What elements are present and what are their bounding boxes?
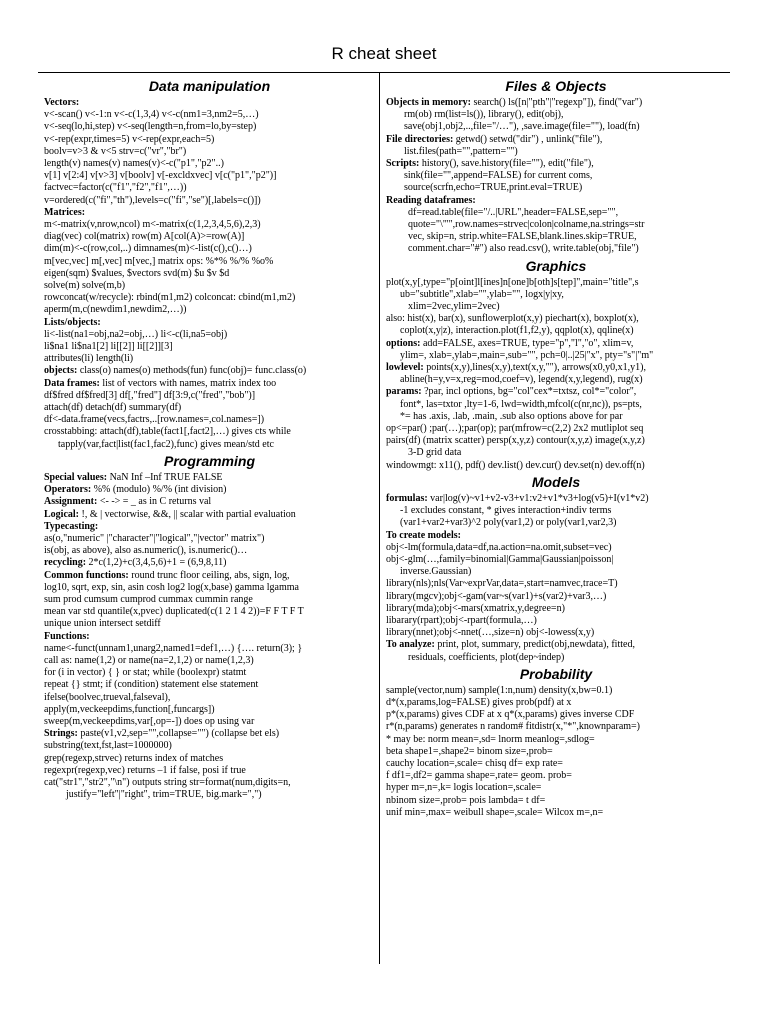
- code-line: [386, 460, 726, 472]
- code-line: [44, 655, 375, 667]
- line-text: ub="subtitle",xlab="",ylab="", logx|y|xy,: [400, 288, 564, 300]
- line-text: sink(file="",append=FALSE) for current coms,: [404, 170, 593, 182]
- code-line: [44, 643, 375, 655]
- code-line: [386, 746, 726, 758]
- line-label: options:: [386, 337, 421, 349]
- code-line: [386, 277, 726, 289]
- code-line: [386, 423, 726, 435]
- section-heading: Programming: [163, 452, 255, 469]
- line-text: <- -> = _ as in C returns val: [97, 496, 212, 508]
- line-text: ifelse(boolvec,trueval,falseval),: [44, 691, 171, 703]
- line-text: 2*c(1,2)+c(3,4,5,6)+1 = (6,9,8,11): [86, 557, 227, 569]
- code-line: [44, 243, 375, 255]
- code-line: [386, 325, 726, 337]
- line-text: solve(m) solve(m,b): [44, 280, 126, 292]
- code-line: [386, 709, 726, 721]
- code-line: [386, 627, 726, 639]
- line-text: v<-scan() v<-1:n v<-c(1,3,4) v<-c(nm1=3,nm2=5,…): [44, 109, 259, 121]
- line-text: unif min=,max= weibull shape=,scale= Wilcox m=,n=: [386, 806, 604, 818]
- code-line: [386, 685, 726, 697]
- line-text: regexpr(regexp,vec) returns –1 if false, posi if true: [44, 764, 246, 776]
- line-text: v<-rep(expr,times=5) v<-rep(expr,each=5): [44, 133, 215, 145]
- line-label: To create models:: [386, 529, 461, 541]
- line-text: paste(v1,v2,sep="",collapse="") (collapse bet els): [77, 728, 280, 740]
- line-label: File directories:: [386, 133, 454, 145]
- code-line: [44, 329, 375, 341]
- section-files-objects: [386, 78, 726, 256]
- code-line: [44, 378, 375, 390]
- code-line: [44, 753, 375, 765]
- line-text: also: hist(x), bar(x), sunflowerplot(x,y) piechart(x), boxplot(x),: [386, 313, 639, 325]
- code-line: [386, 530, 726, 542]
- section-probability: [386, 666, 726, 819]
- code-line: [386, 770, 726, 782]
- code-line: [386, 313, 726, 325]
- code-line: [44, 414, 375, 426]
- line-text: windowmgt: x11(), pdf() dev.list() dev.cur() dev.set(n) dev.off(n): [386, 459, 645, 471]
- code-line: [44, 728, 375, 740]
- code-line: [44, 667, 375, 679]
- code-line: [386, 289, 726, 301]
- line-text: NaN Inf –Inf TRUE FALSE: [107, 471, 223, 483]
- line-text: rowconcat(w/recycle): rbind(m1,m2) colconcat: cbind(m1,m2): [44, 292, 296, 304]
- code-line: [44, 606, 375, 618]
- code-line: [386, 505, 726, 517]
- line-text: library(mgcv);obj<-gam(var~s(var1)+s(var2)+var3,…): [386, 590, 607, 602]
- code-line: [386, 301, 726, 313]
- line-text: vec, skip=n, strip.white=FALSE,blank.lines.skip=TRUE,: [408, 231, 637, 243]
- line-text: print, plot, summary, predict(obj,newdata), fitted,: [434, 639, 635, 651]
- code-line: [44, 594, 375, 606]
- line-text: 3-D grid data: [408, 447, 462, 459]
- code-line: [44, 472, 375, 484]
- line-text: !, & | vectorwise, &&, || scalar with partial evaluation: [79, 508, 296, 520]
- page-title: R cheat sheet: [331, 44, 437, 63]
- code-line: [386, 121, 726, 133]
- code-line: [44, 789, 375, 801]
- line-text: quote="\"'",row.names=strvec|colon|colname,na.strings=str: [408, 219, 645, 231]
- right-column: [386, 76, 726, 819]
- code-line: [44, 280, 375, 292]
- line-text: log10, sqrt, exp, sin, asin cosh log2 log(x,base) gamma lgamma: [44, 581, 299, 593]
- line-text: libarary(rpart);obj<-rpart(formula,…): [386, 614, 537, 626]
- line-text: v=ordered(c("fi","th"),levels=c("fi","se")[,labels=c()]): [44, 194, 261, 206]
- line-text: diag(vec) col(matrix) row(m) A[col(A)>=row(A)]: [44, 231, 245, 243]
- line-label: objects:: [44, 365, 78, 377]
- line-text: residuals, coefficients, plot(dep~indep): [408, 651, 565, 663]
- line-text: sample(vector,num) sample(1:n,num) density(x,bw=0.1): [386, 684, 613, 696]
- code-line: [44, 618, 375, 630]
- line-text: m[vec,vec] m[,vec] m[vec,] matrix ops: %*% %/% %o%: [44, 255, 274, 267]
- line-label: Strings:: [44, 728, 78, 740]
- line-text: %% (modulo) %/% (int division): [91, 484, 227, 496]
- line-text: attributes(li) length(li): [44, 353, 134, 365]
- line-text: font*, las=txtor ,lty=1-6, lwd=width,mfcol(c(nr,nc)), ps=pts,: [400, 398, 642, 410]
- line-label: Objects in memory:: [386, 97, 471, 108]
- code-line: [386, 807, 726, 819]
- code-line: [386, 195, 726, 207]
- code-line: [386, 435, 726, 447]
- line-text: p*(x,params) gives CDF at x q*(x,params) gives inverse CDF: [386, 709, 635, 721]
- line-text: ?par, incl options, bg="col"cex*=txtsz, col*="color",: [421, 386, 637, 398]
- line-text: source(scrfn,echo=TRUE,print.eval=TRUE): [404, 182, 583, 194]
- line-text: aperm(m,c(newdim1,newdim2,…)): [44, 304, 187, 316]
- code-line: [44, 509, 375, 521]
- line-text: * may be: norm mean=,sd= lnorm meanlog=,sdlog=: [386, 733, 595, 745]
- code-line: [386, 350, 726, 362]
- code-line: [44, 679, 375, 691]
- code-line: [44, 97, 375, 109]
- line-label: Scripts:: [386, 158, 420, 170]
- line-text: f df1=,df2= gamma shape=,rate= geom. prob=: [386, 770, 572, 782]
- line-text: inverse.Gaussian): [400, 566, 472, 578]
- section-data-manipulation: [44, 78, 375, 451]
- section-heading: Data manipulation: [148, 78, 271, 94]
- line-label: Common functions:: [44, 569, 129, 581]
- line-label: Lists/objects:: [44, 316, 101, 328]
- code-line: [386, 782, 726, 794]
- line-label: params:: [386, 386, 422, 398]
- code-line: [386, 578, 726, 590]
- code-line: [386, 97, 726, 109]
- line-label: Vectors:: [44, 97, 80, 108]
- line-label: formulas:: [386, 492, 428, 504]
- code-line: [386, 386, 726, 398]
- line-text: plot(x,y[,type="p[oint]l[ines]n[one]b[oth]s[tep]",main="title",s: [386, 276, 639, 288]
- code-line: [386, 615, 726, 627]
- line-text: substring(text,fst,last=1000000): [44, 740, 172, 752]
- line-text: v<-seq(lo,hi,step) v<-seq(length=n,from=lo,by=step): [44, 121, 257, 133]
- line-text: class(o) names(o) methods(fun) func(obj)= func.class(o): [77, 365, 307, 377]
- code-line: [386, 591, 726, 603]
- header-rule: [38, 72, 730, 73]
- code-line: [386, 542, 726, 554]
- line-text: grep(regexp,strvec) returns index of matches: [44, 752, 224, 764]
- line-text: factvec=factor(c("f1","f2","f1",…)): [44, 182, 187, 194]
- section-graphics: [386, 258, 726, 472]
- line-text: apply(m,veckeepdims,function[,funcargs]): [44, 703, 215, 715]
- code-line: [386, 493, 726, 505]
- line-text: call as: name(1,2) or name(na=2,1,2) or name(1,2,3): [44, 654, 254, 666]
- line-text: search() ls([n|"pth"|"regexp"]), find("var"): [470, 97, 643, 108]
- code-line: [44, 426, 375, 438]
- code-line: [386, 758, 726, 770]
- line-text: op<=par() ;par(…);par(op); par(mfrow=c(2,2) 2x2 mutliplot seq: [386, 423, 644, 435]
- code-line: [44, 521, 375, 533]
- code-line: [44, 533, 375, 545]
- line-text: pairs(df) (matrix scatter) persp(x,y,z) contour(x,y,z) image(x,y,z): [386, 435, 645, 447]
- line-text: comment.char="#") also read.csv(), write.table(obj,"file"): [408, 243, 639, 255]
- line-text: library(nnet);obj<-nnet(…,size=n) obj<-lowess(x,y): [386, 627, 595, 639]
- section-heading: Files & Objects: [505, 78, 607, 94]
- line-text: cat("str1","str2","\n") outputs string str=format(num,digits=n,: [44, 776, 291, 788]
- line-text: m<-matrix(v,nrow,ncol) m<-matrix(c(1,2,3,4,5,6),2,3): [44, 219, 261, 231]
- line-text: sweep(m,veckeepdims,var[,op=-]) does op using var: [44, 715, 255, 727]
- line-text: repeat {} stmt; if (condition) statement else statement: [44, 679, 259, 691]
- code-line: [386, 554, 726, 566]
- code-line: [44, 256, 375, 268]
- left-column: [44, 76, 375, 801]
- line-label: Data frames:: [44, 377, 100, 389]
- column-divider: [379, 72, 380, 964]
- line-text: rm(ob) rm(list=ls()), library(), edit(obj),: [404, 109, 564, 121]
- code-line: [386, 411, 726, 423]
- code-line: [386, 109, 726, 121]
- line-text: justify="left"|"right", trim=TRUE, big.mark=","): [66, 789, 262, 801]
- line-label: Functions:: [44, 630, 90, 642]
- code-line: [44, 402, 375, 414]
- code-line: [44, 582, 375, 594]
- section-programming: [44, 453, 375, 801]
- code-line: [386, 447, 726, 459]
- code-line: [44, 292, 375, 304]
- section-heading: Graphics: [525, 257, 587, 274]
- line-text: df=read.table(file="/..|URL",header=FALSE,sep="",: [408, 206, 619, 218]
- line-text: as(o,"numeric" |"character"|"logical","|vector" matrix"): [44, 532, 265, 544]
- code-line: [386, 697, 726, 709]
- line-text: add=FALSE, axes=TRUE, type="p","l","o", xlim=v,: [420, 337, 634, 349]
- code-line: [44, 765, 375, 777]
- line-text: dim(m)<-c(row,col,..) dimnames(m)<-list(c(),c()…): [44, 243, 252, 255]
- code-line: [44, 121, 375, 133]
- line-text: unique union intersect setdiff: [44, 618, 161, 630]
- line-label: Special values:: [44, 471, 108, 483]
- code-line: [44, 484, 375, 496]
- code-line: [44, 304, 375, 316]
- line-text: library(mda);obj<-mars(xmatrix,y,degree=n): [386, 602, 565, 614]
- line-label: To analyze:: [386, 639, 435, 651]
- line-text: list.files(path="",pattern=""): [404, 145, 518, 157]
- code-line: [386, 721, 726, 733]
- code-line: [44, 545, 375, 557]
- line-text: *= has .axis, .lab, .main, .sub also options above for par: [400, 410, 623, 422]
- line-text: li$na1 li$na1[2] li[[2]] li[[2]][3]: [44, 341, 173, 353]
- line-text: -1 excludes constant, * gives interaction+indiv terms: [400, 505, 612, 517]
- code-line: [386, 362, 726, 374]
- code-line: [386, 170, 726, 182]
- code-line: [44, 496, 375, 508]
- line-text: crosstabbing: attach(df),table(fact1[,fact2],…) gives cts while: [44, 426, 291, 438]
- code-line: [44, 170, 375, 182]
- line-text: history(), save.history(file=""), edit("file"),: [419, 158, 594, 170]
- code-line: [44, 631, 375, 643]
- code-line: [386, 639, 726, 651]
- code-line: [44, 219, 375, 231]
- code-line: [44, 207, 375, 219]
- code-line: [44, 777, 375, 789]
- line-text: points(x,y),lines(x,y),text(x,y,""), arrows(x0,y0,x1,y1),: [423, 362, 646, 374]
- code-line: [44, 365, 375, 377]
- line-text: sum prod cumsum cumprod cummax cummin range: [44, 593, 253, 605]
- code-line: [44, 182, 375, 194]
- code-line: [44, 439, 375, 451]
- line-text: beta shape1=,shape2= binom size=,prob=: [386, 745, 553, 757]
- line-text: boolv=v>3 & v<5 strv=c("vr","br"): [44, 145, 187, 157]
- code-line: [386, 231, 726, 243]
- code-line: [44, 740, 375, 752]
- line-text: (var1+var2+var3)^2 poly(var1,2) or poly(var1,var2,3): [400, 517, 617, 529]
- section-heading: Probability: [519, 665, 593, 682]
- line-text: eigen(sqm) $values, $vectors svd(m) $u $v $d: [44, 267, 230, 279]
- line-text: ylim=, xlab=,ylab=,main=,sub="", pch=0|..|25|"x", pty="s"|"m": [400, 349, 654, 361]
- line-text: save(obj1,obj2,..,file="/…"), ,save.image(file=""), load(fn): [404, 121, 640, 133]
- code-line: [386, 338, 726, 350]
- code-line: [386, 795, 726, 807]
- section-heading: Models: [531, 473, 581, 490]
- code-line: [44, 353, 375, 365]
- code-line: [44, 341, 375, 353]
- line-label: lowlevel:: [386, 362, 424, 374]
- code-line: [386, 243, 726, 255]
- line-text: for (i in vector) { } or stat; while (boolexpr) statmt: [44, 667, 247, 679]
- code-line: [386, 207, 726, 219]
- code-line: [44, 557, 375, 569]
- line-text: d*(x,params,log=FALSE) gives prob(pdf) at x: [386, 696, 572, 708]
- line-text: is(obj, as above), also as.numeric(), is.numeric()…: [44, 545, 248, 557]
- code-line: [44, 158, 375, 170]
- line-text: list of vectors with names, matrix index too: [99, 377, 277, 389]
- line-text: obj<-glm(…,family=binomial|Gamma|Gaussian|poisson|: [386, 553, 614, 565]
- line-text: attach(df) detach(df) summary(df): [44, 402, 182, 414]
- line-label: recycling:: [44, 557, 87, 569]
- line-label: Assignment:: [44, 496, 98, 508]
- line-text: df$fred df$fred[3] df[,"fred"] df[3:9,c("fred","bob")]: [44, 389, 256, 401]
- code-line: [44, 390, 375, 402]
- section-models: [386, 474, 726, 664]
- line-label: Logical:: [44, 508, 79, 520]
- line-label: Reading dataframes:: [386, 194, 476, 206]
- code-line: [44, 146, 375, 158]
- code-line: [44, 692, 375, 704]
- code-line: [44, 570, 375, 582]
- line-text: var|log(v)~v1+v2-v3+v1:v2+v1*v3+log(v5)+I(v1*v2): [427, 492, 649, 504]
- code-line: [386, 603, 726, 615]
- code-line: [386, 734, 726, 746]
- code-line: [386, 146, 726, 158]
- line-text: tapply(var,fact|list(fac1,fac2),func) gives mean/std etc: [58, 438, 274, 450]
- code-line: [386, 652, 726, 664]
- code-line: [44, 716, 375, 728]
- code-line: [386, 374, 726, 386]
- code-line: [386, 182, 726, 194]
- code-line: [44, 195, 375, 207]
- line-label: Typecasting:: [44, 520, 99, 532]
- line-text: name<-funct(unnam1,unarg2,named1=def1,…) {…. return(3); }: [44, 642, 303, 654]
- code-line: [386, 517, 726, 529]
- line-text: obj<-lm(formula,data=df,na.action=na.omit,subset=vec): [386, 541, 612, 553]
- line-text: coplot(x,y|z), interaction.plot(f1,f2,y), qqplot(x), qqline(x): [400, 325, 634, 337]
- line-label: Operators:: [44, 484, 92, 496]
- code-line: [386, 158, 726, 170]
- code-line: [386, 566, 726, 578]
- line-text: v[1] v[2:4] v[v>3] v[boolv] v[-excldxvec] v[c("p1","p2")]: [44, 170, 277, 182]
- line-text: r*(n,params) generates n random# fitdistr(x,"*",knownparam=): [386, 721, 641, 733]
- line-text: abline(h=y,v=x,reg=mod,coef=v), legend(x,y,legend), rug(x): [400, 374, 643, 386]
- code-line: [386, 219, 726, 231]
- line-text: cauchy location=,scale= chisq df= exp rate=: [386, 757, 563, 769]
- code-line: [44, 109, 375, 121]
- code-line: [386, 399, 726, 411]
- line-text: library(nls);nls(Var~exprVar,data=,start=namvec,trace=T): [386, 578, 618, 590]
- code-line: [44, 134, 375, 146]
- code-line: [44, 704, 375, 716]
- line-text: length(v) names(v) names(v)<-c("p1","p2"..): [44, 158, 224, 170]
- code-line: [44, 268, 375, 280]
- line-text: li<-list(na1=obj,na2=obj,…) li<-c(li,na5=obj): [44, 328, 228, 340]
- line-text: df<-data.frame(vecs,factrs,..[row.names=,col.names=]): [44, 414, 265, 426]
- line-text: hyper m=,n=,k= logis location=,scale=: [386, 782, 542, 794]
- line-text: round trunc floor ceiling, abs, sign, log,: [128, 569, 290, 581]
- code-line: [44, 317, 375, 329]
- code-line: [386, 134, 726, 146]
- line-text: mean var std quantile(x,pvec) duplicated(c(1 2 1 4 2))=F F T F T: [44, 606, 304, 618]
- line-text: getwd() setwd("dir") , unlink("file"),: [453, 133, 603, 145]
- line-text: xlim=2vec,ylim=2vec): [408, 301, 500, 313]
- line-text: nbinom size=,prob= pois lambda= t df=: [386, 794, 546, 806]
- line-label: Matrices:: [44, 206, 86, 218]
- code-line: [44, 231, 375, 243]
